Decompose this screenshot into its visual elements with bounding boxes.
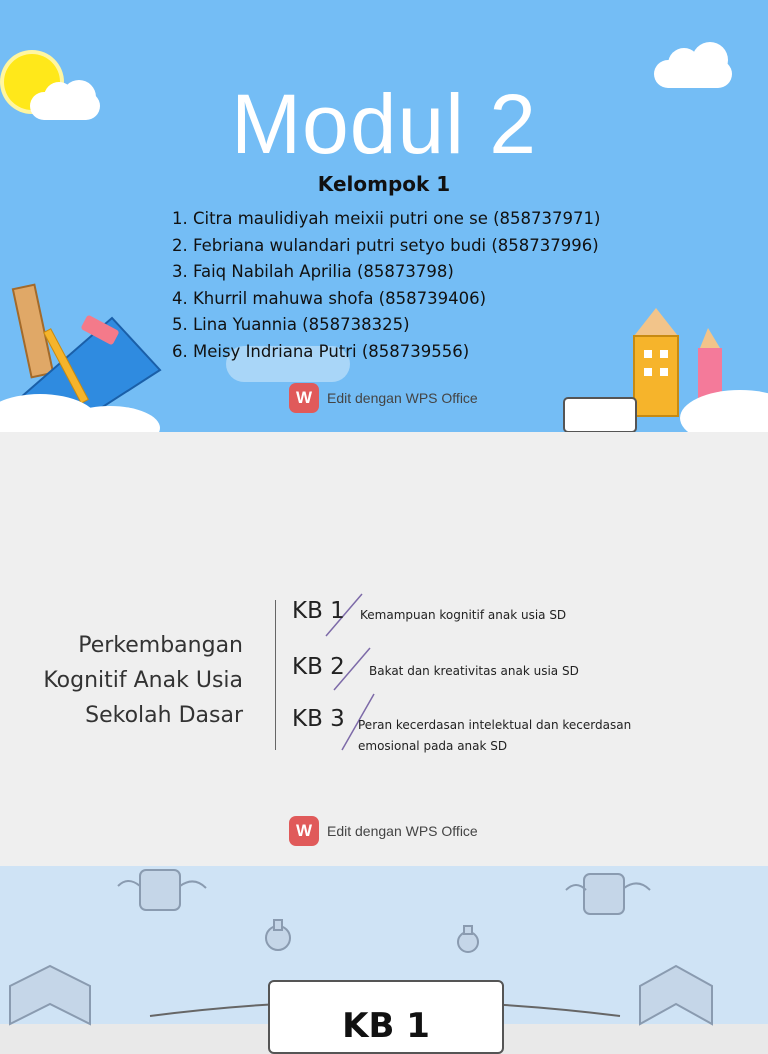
topic-line: Perkembangan xyxy=(78,633,243,658)
member-list xyxy=(172,206,600,365)
stationery-left-icon xyxy=(0,278,170,432)
group-heading: Kelompok 1 xyxy=(317,172,451,196)
slide-title: Modul 2 xyxy=(231,77,537,171)
kb2-desc: Bakat dan kreativitas anak usia SD xyxy=(369,664,579,678)
list-item: 5. Lina Yuannia (858738325) xyxy=(172,315,410,334)
kb1-desc: Kemampuan kognitif anak usia SD xyxy=(360,608,567,622)
clock-01-icon xyxy=(118,870,206,910)
kb2-label: KB 2 xyxy=(292,654,345,680)
slide-modul-2 xyxy=(0,0,768,432)
slash-decorations xyxy=(0,432,768,866)
wps-edit-link[interactable] xyxy=(289,383,478,413)
wps-logo-icon: W xyxy=(289,816,319,846)
list-item: 2. Febriana wulandari putri setyo budi (858737996) xyxy=(172,235,599,255)
list-item: 1. Citra maulidiyah meixii putri one se (858737971) xyxy=(172,209,601,228)
flask-icon xyxy=(266,920,478,952)
clock-10-icon xyxy=(566,874,650,914)
slide-topics xyxy=(0,432,768,866)
wps-logo-icon: W xyxy=(289,383,319,413)
kb1-card-label: KB 1 xyxy=(342,1006,430,1046)
list-item: 6. Meisy Indriana Putri (858739556) xyxy=(172,341,470,361)
wps-edit-label: Edit dengan WPS Office xyxy=(327,390,478,406)
kb3-desc-line: Peran kecerdasan intelektual dan kecerdasan xyxy=(358,718,632,732)
kb3-desc-line: emosional pada anak SD xyxy=(358,739,508,753)
slide-kb1 xyxy=(0,866,768,1046)
kb3-label: KB 3 xyxy=(292,706,345,732)
topic-line: Sekolah Dasar xyxy=(85,703,243,728)
wps-edit-label: Edit dengan WPS Office xyxy=(327,823,478,839)
wps-edit-link[interactable] xyxy=(289,816,478,846)
list-item: 4. Khurril mahuwa shofa (858739406) xyxy=(172,288,487,308)
kb3-desc xyxy=(358,715,631,757)
topic-line: Kognitif Anak Usia xyxy=(43,668,243,693)
kb1-label: KB 1 xyxy=(292,598,345,624)
kb1-card xyxy=(268,980,504,1054)
list-item: 3. Faiq Nabilah Aprilia (85873798) xyxy=(172,262,454,281)
